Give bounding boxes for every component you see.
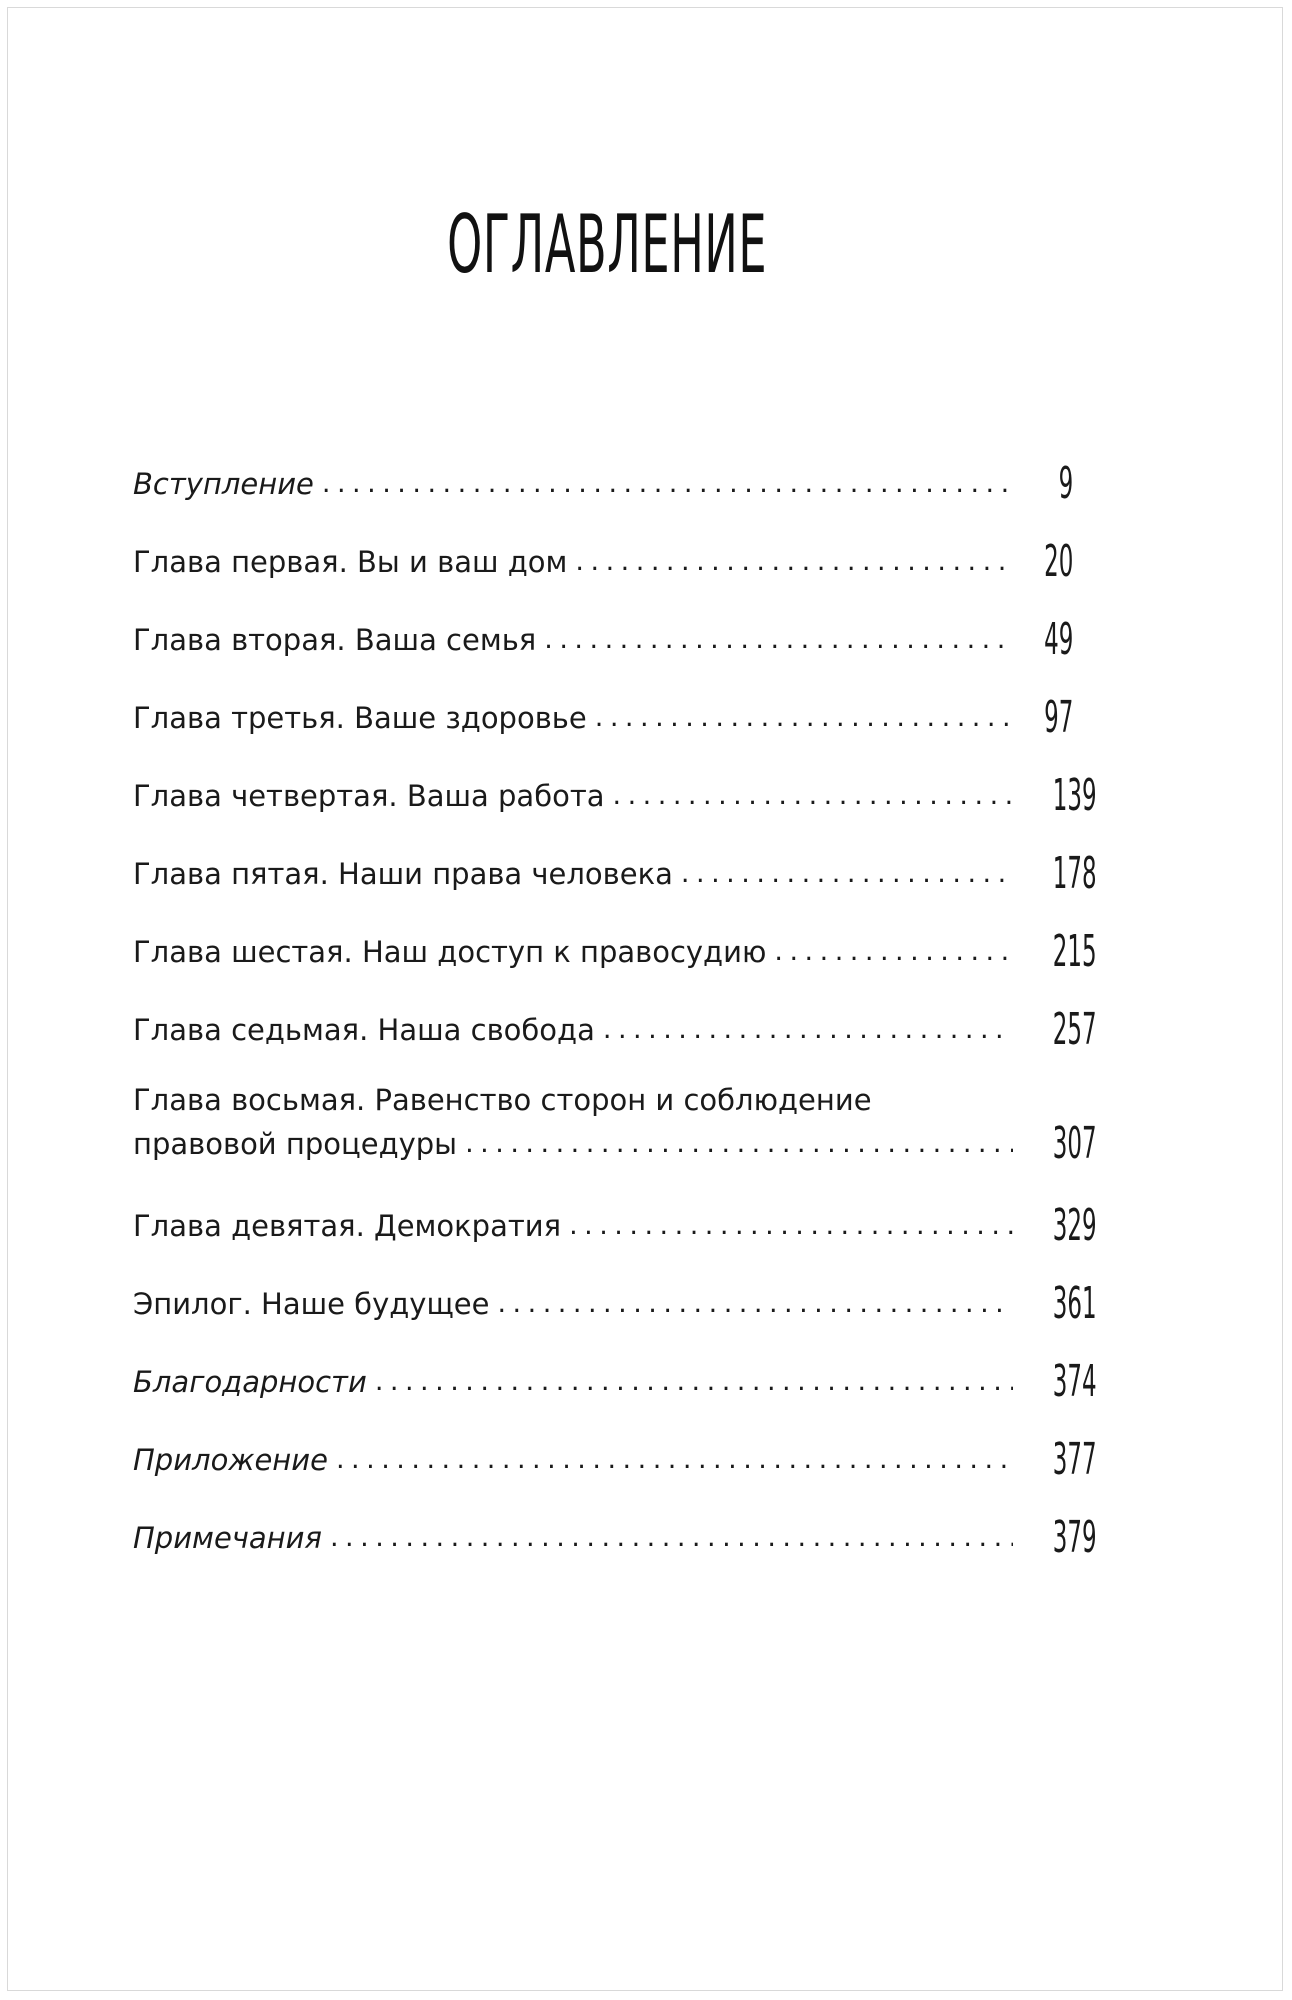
toc-entry-label: Глава третья. Ваше здоровье <box>133 701 587 735</box>
toc-page-number: 307 <box>1052 1118 1097 1169</box>
toc-entry-label-line1: Глава восьмая. Равенство сторон и соблюдение <box>133 1083 872 1117</box>
toc-entry-label: Глава четвертая. Ваша работа <box>133 779 605 813</box>
toc-entry-label: Глава вторая. Ваша семья <box>133 623 537 657</box>
toc-page-number: 49 <box>1043 614 1073 665</box>
dot-leader <box>330 1518 1013 1558</box>
dot-leader <box>681 854 1013 894</box>
toc-page-number: 9 <box>1058 458 1073 509</box>
toc-entry-label: Глава шестая. Наш доступ к правосудию <box>133 935 767 969</box>
toc-entry-chapter-8[interactable] <box>133 1080 1097 1169</box>
dot-leader <box>375 1362 1013 1402</box>
dot-leader <box>613 776 1014 816</box>
toc-entry-chapter-5[interactable] <box>133 848 1097 899</box>
toc-entry-chapter-4[interactable] <box>133 770 1097 821</box>
toc-entry-chapter-9[interactable] <box>133 1200 1097 1251</box>
toc-entry-introduction[interactable] <box>133 458 1073 509</box>
toc-page-number: 377 <box>1052 1434 1097 1485</box>
toc-entry-label: Примечания <box>133 1521 322 1555</box>
toc-entry-label: Эпилог. Наше будущее <box>133 1287 490 1321</box>
dot-leader <box>774 932 1013 972</box>
toc-page-number: 379 <box>1052 1512 1097 1563</box>
toc-entry-epilogue[interactable] <box>133 1278 1097 1329</box>
toc-entry-label: Глава первая. Вы и ваш дом <box>133 545 568 579</box>
dot-leader <box>336 1440 1013 1480</box>
toc-entry-label: Глава девятая. Демократия <box>133 1209 562 1243</box>
toc-entry-acknowledgements[interactable] <box>133 1356 1097 1407</box>
toc-page-number: 215 <box>1052 926 1097 977</box>
toc-entry-appendix[interactable] <box>133 1434 1097 1485</box>
toc-page-number: 361 <box>1052 1278 1097 1329</box>
dot-leader <box>544 620 1013 660</box>
toc-entry-label: правовой процедуры <box>133 1127 458 1161</box>
toc-entry-label: Вступление <box>133 467 314 501</box>
toc-page-number: 20 <box>1043 536 1073 587</box>
toc-entry-chapter-6[interactable] <box>133 926 1097 977</box>
toc-page-number: 97 <box>1043 692 1073 743</box>
toc-entry-chapter-3[interactable] <box>133 692 1073 743</box>
page-title: ОГЛАВЛЕНИЕ <box>447 198 768 291</box>
toc-entry-chapter-7[interactable] <box>133 1004 1097 1055</box>
toc-entry-label: Глава седьмая. Наша свобода <box>133 1013 595 1047</box>
dot-leader <box>575 542 1013 582</box>
toc-page-number: 178 <box>1052 848 1097 899</box>
page-border <box>7 7 1283 1991</box>
dot-leader <box>569 1206 1013 1246</box>
dot-leader <box>322 464 1013 504</box>
toc-entry-chapter-2[interactable] <box>133 614 1073 665</box>
toc-entry-label: Благодарности <box>133 1365 367 1399</box>
dot-leader <box>497 1284 1013 1324</box>
dot-leader <box>595 698 1013 738</box>
dot-leader <box>465 1124 1013 1164</box>
toc-page-number: 257 <box>1052 1004 1097 1055</box>
dot-leader <box>603 1010 1013 1050</box>
toc-entry-notes[interactable] <box>133 1512 1097 1563</box>
toc-page-number: 139 <box>1052 770 1097 821</box>
toc-entry-label: Приложение <box>133 1443 328 1477</box>
toc-entry-chapter-1[interactable] <box>133 536 1073 587</box>
toc-page-number: 374 <box>1052 1356 1097 1407</box>
toc-entry-label: Глава пятая. Наши права человека <box>133 857 673 891</box>
toc-page-number: 329 <box>1052 1200 1097 1251</box>
